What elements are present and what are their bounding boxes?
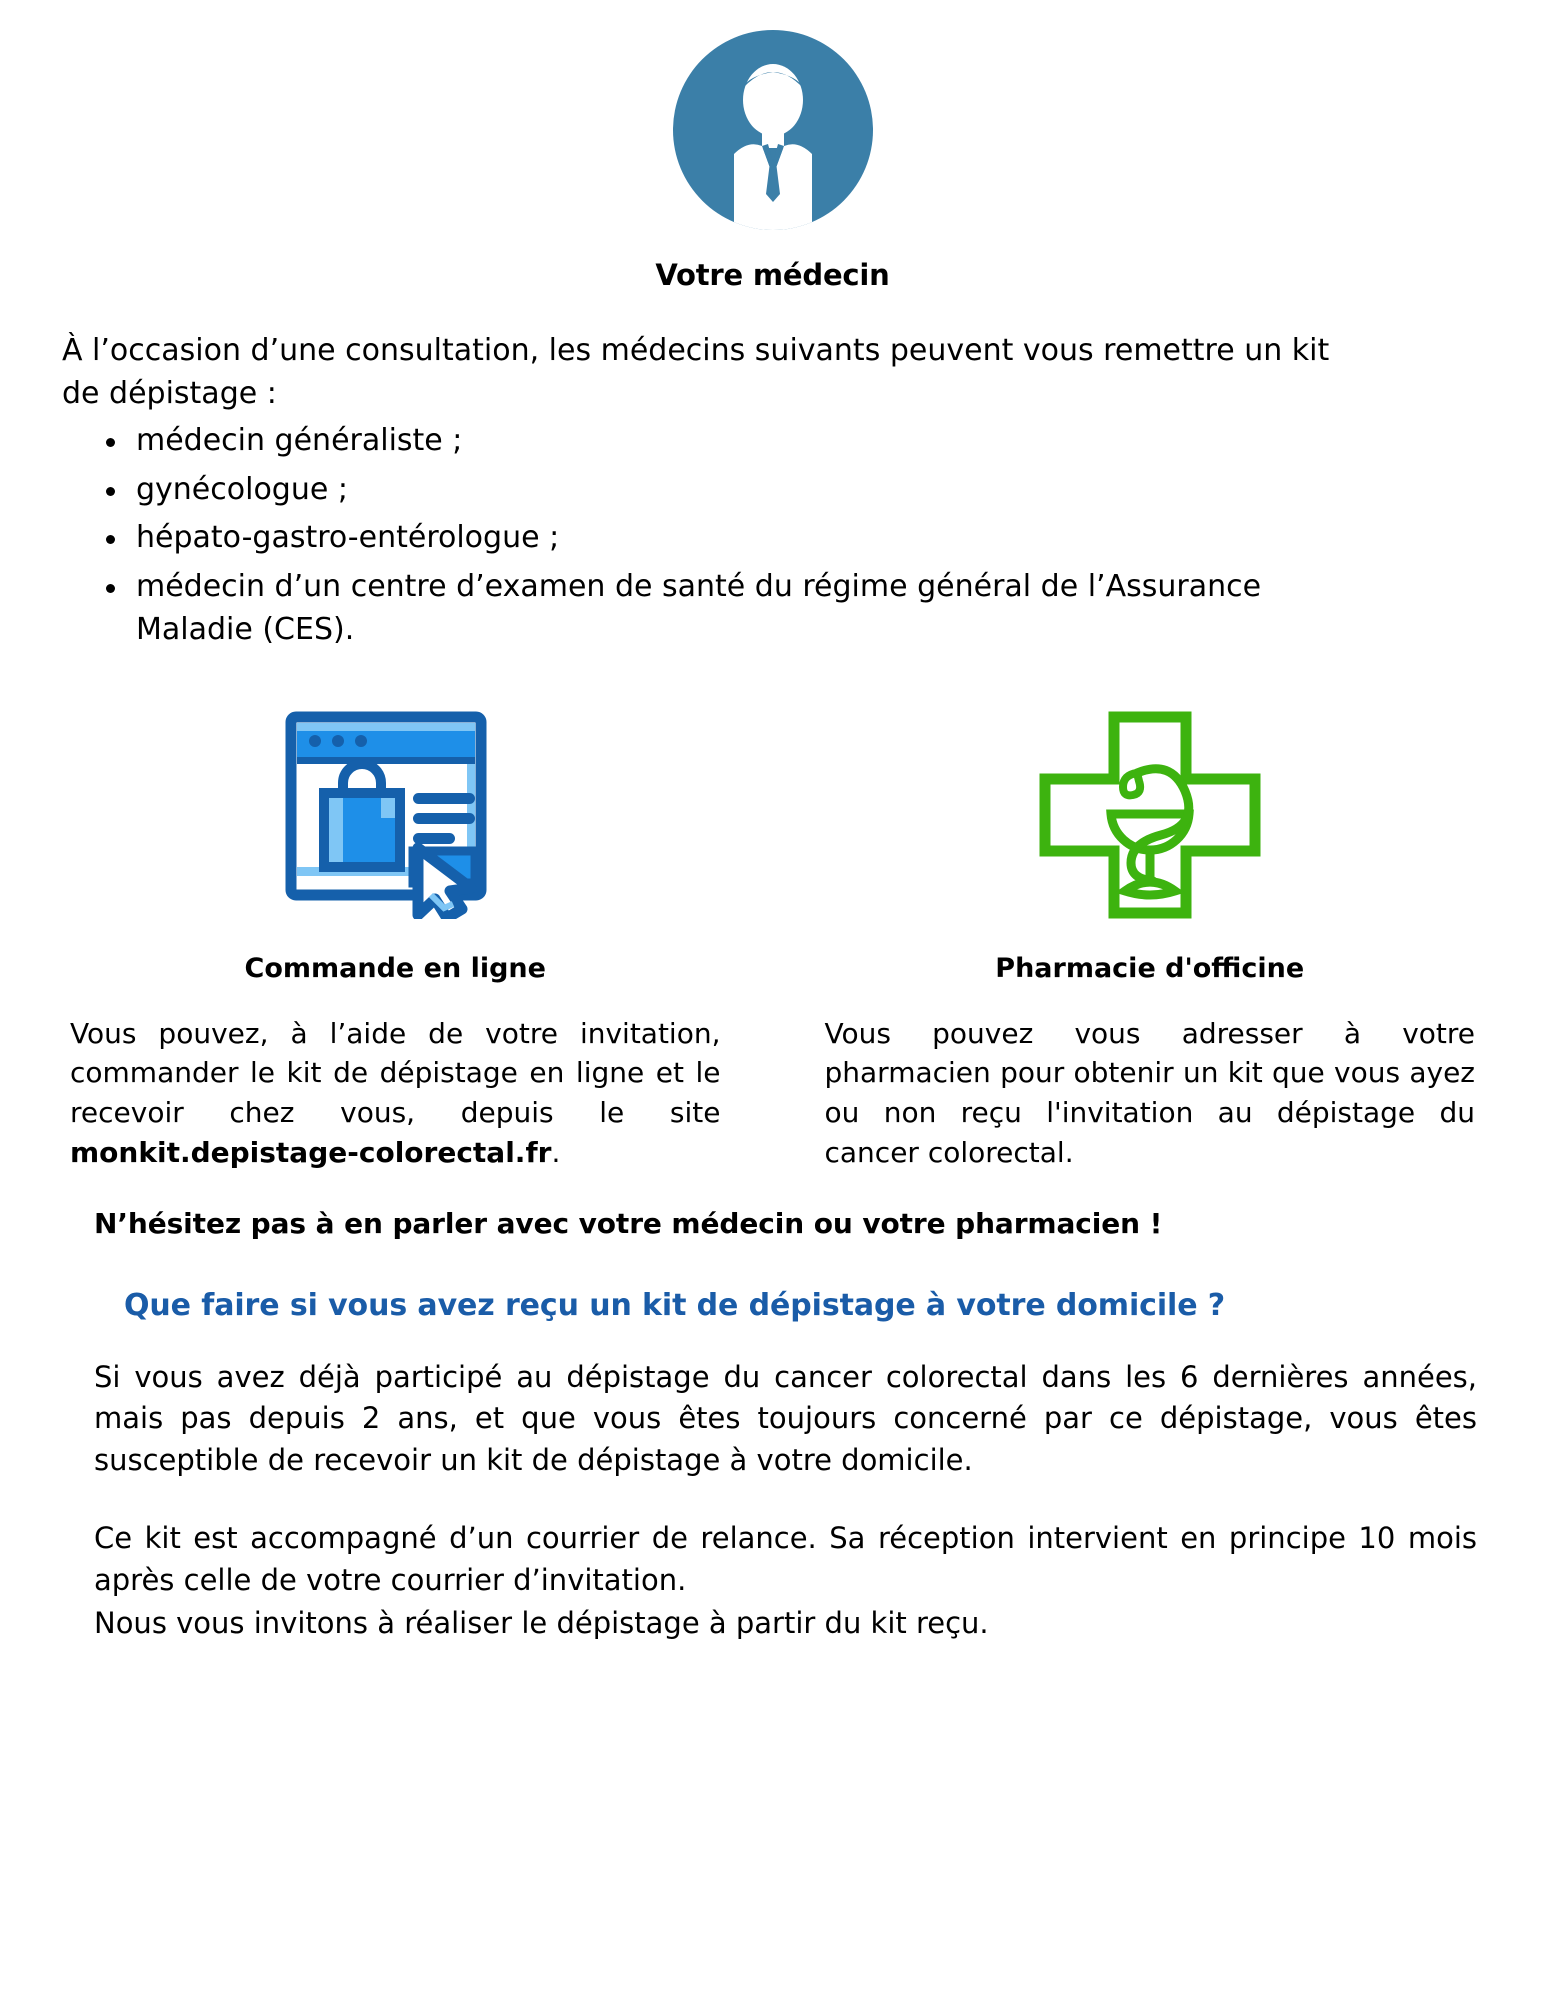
callout-text: N’hésitez pas à en parler avec votre médecin ou votre pharmacien ! — [94, 1206, 1163, 1240]
online-order-column — [62, 694, 773, 1173]
doctor-intro-line-2: de dépistage : — [62, 375, 277, 411]
doctor-types-list — [62, 419, 1483, 652]
list-item — [136, 565, 1483, 652]
online-order-body-text: Vous pouvez, à l’aide de votre invitation, commander le kit de dépistage en ligne et le recevoir chez vous, depuis le site — [70, 1016, 721, 1130]
pharmacy-title: Pharmacie d'officine — [995, 952, 1305, 984]
list-item-label-line-1: médecin d’un centre d’examen de santé du régime général de l’Assurance — [136, 568, 1262, 604]
list-item-label: hépato-gastro-entérologue ; — [136, 520, 560, 556]
doctor-intro-paragraph — [62, 330, 1483, 415]
list-item — [136, 516, 1483, 560]
pharmacy-icon-container — [817, 694, 1484, 919]
doctor-icon-container — [62, 0, 1483, 230]
online-order-title: Commande en ligne — [244, 952, 546, 984]
doctor-intro-line-1: À l’occasion d’une consultation, les médecins suivants peuvent vous remettre un kit — [62, 333, 1330, 368]
home-kit-paragraph-3-text: Nous vous invitons à réaliser le dépistage à partir du kit reçu. — [94, 1606, 989, 1641]
doctor-avatar-icon — [673, 30, 873, 230]
doctor-section-title: Votre médecin — [655, 258, 890, 292]
home-kit-paragraph-1: Si vous avez déjà participé au dépistage du cancer colorectal dans les 6 dernières années, mais pas depuis 2 ans, et que vous êtes toujours concerné par ce dépistage, vous êtes susceptible de recevoir un kit de dépistage à votre domicile. — [94, 1359, 1477, 1478]
list-item-label: médecin généraliste ; — [136, 423, 463, 459]
online-order-body-end: . — [551, 1135, 561, 1169]
list-item-label-line-2: Maladie (CES). — [136, 612, 355, 648]
pharmacy-body: Vous pouvez vous adresser à votre pharmacien pour obtenir un kit que vous ayez ou non reçu l'invitation au dépistage du cancer colorectal. — [824, 1016, 1475, 1169]
home-kit-heading: Que faire si vous avez reçu un kit de dépistage à votre domicile ? — [124, 1287, 1226, 1323]
list-item — [136, 468, 1483, 512]
home-kit-paragraph-2: Ce kit est accompagné d’un courrier de relance. Sa réception intervient en principe 10 mois après celle de votre courrier d’invitation. — [94, 1520, 1477, 1597]
order-options-row — [62, 694, 1483, 1173]
home-kit-paragraph-3 — [94, 1603, 1483, 1645]
online-order-url: monkit.depistage-colorectal.fr — [70, 1135, 552, 1169]
list-item — [136, 419, 1483, 463]
pharmacy-cross-bowl-of-hygieia-icon — [1039, 711, 1261, 919]
pharmacy-column — [773, 694, 1484, 1173]
online-order-icon-container — [62, 694, 729, 919]
online-order-body — [62, 1014, 729, 1173]
list-item-label: gynécologue ; — [136, 471, 348, 507]
browser-shopping-cursor-icon — [281, 709, 509, 919]
